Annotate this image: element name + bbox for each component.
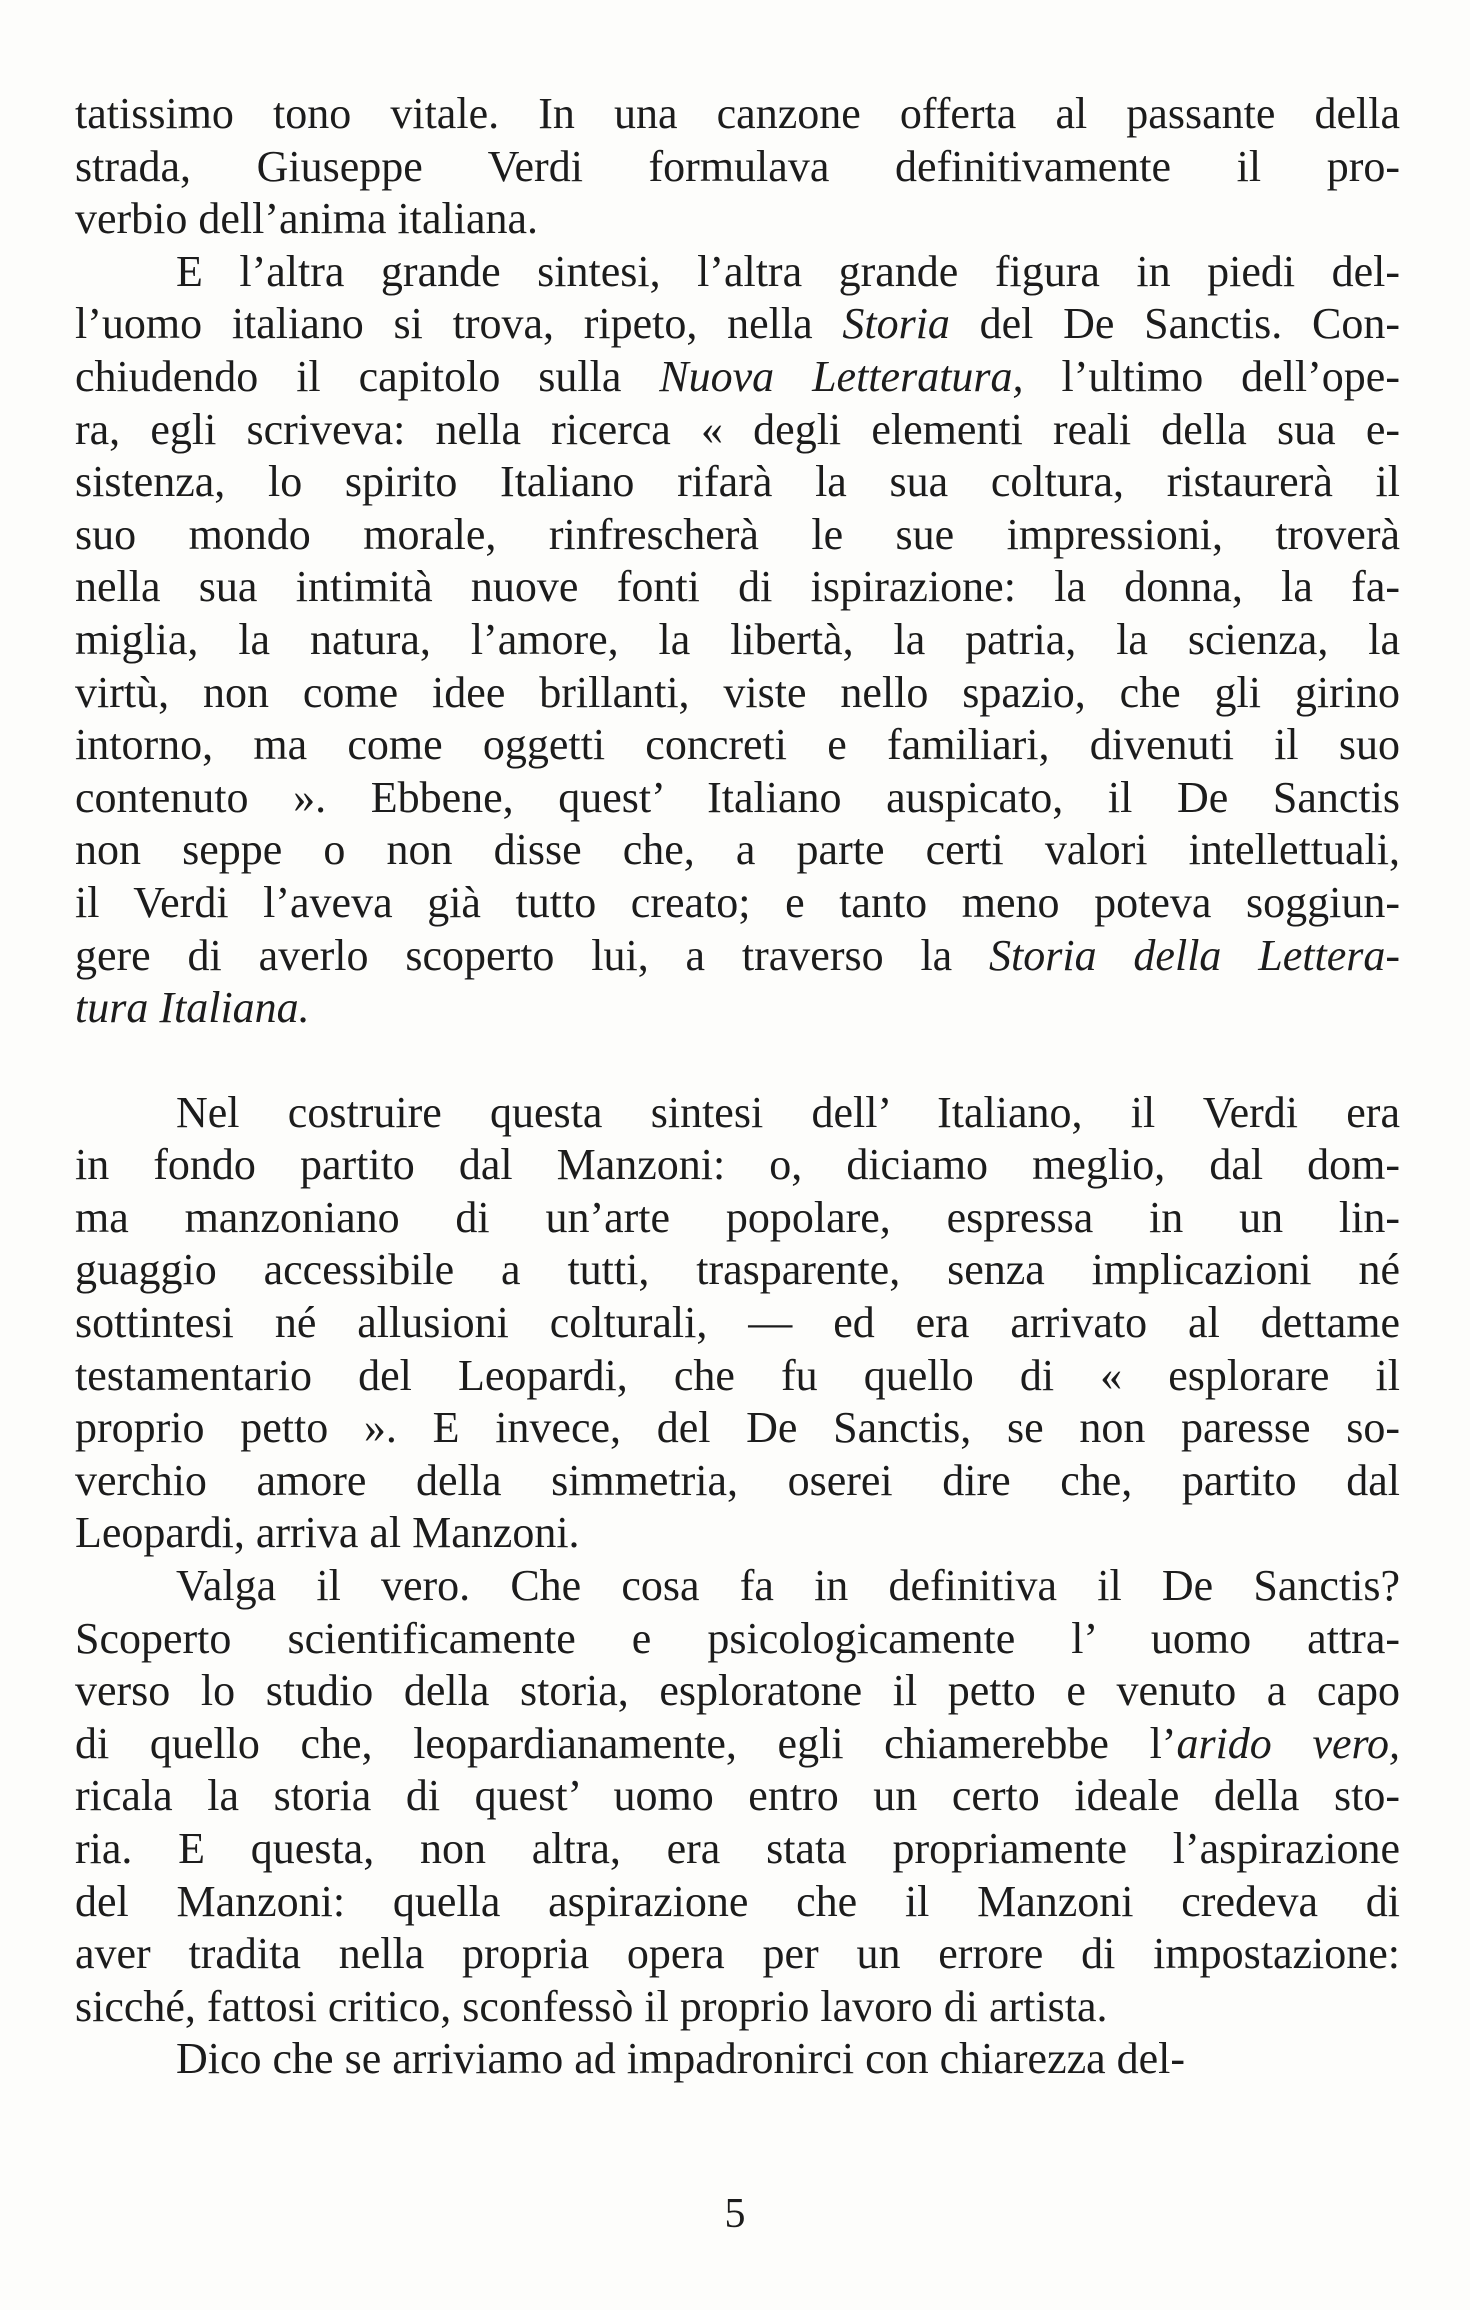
page-number: 5 bbox=[724, 2191, 746, 2237]
text-line: virtù, non come idee brillanti, viste nello spazio, che gli girino bbox=[75, 667, 1400, 717]
paragraph-gap bbox=[75, 1035, 1400, 1087]
text-line: Nel costruire questa sintesi dell’ Italiano, il Verdi era bbox=[176, 1087, 1400, 1137]
text-line: intorno, ma come oggetti concreti e familiari, divenuti il suo bbox=[75, 720, 1400, 770]
paragraph bbox=[75, 2033, 1400, 2086]
text-line: miglia, la natura, l’amore, la libertà, la patria, la scienza, la bbox=[75, 614, 1400, 664]
text-line: tura Italiana. bbox=[75, 983, 310, 1033]
text-line: Leopardi, arriva al Manzoni. bbox=[75, 1508, 580, 1558]
body-text bbox=[75, 88, 1400, 2086]
text-line: chiudendo il capitolo sulla Nuova Letteratura, l’ultimo dell’ope- bbox=[75, 351, 1400, 401]
text-line: testamentario del Leopardi, che fu quello di « esplorare il bbox=[75, 1350, 1400, 1400]
text-line: in fondo partito dal Manzoni: o, diciamo meglio, dal dom- bbox=[75, 1140, 1400, 1190]
text-line: aver tradita nella propria opera per un errore di impostazione: bbox=[75, 1929, 1400, 1979]
text-line: di quello che, leopardianamente, egli chiamerebbe l’arido vero, bbox=[75, 1718, 1400, 1768]
text-line: gere di averlo scoperto lui, a traverso la Storia della Lettera- bbox=[75, 930, 1400, 980]
text-line: l’uomo italiano si trova, ripeto, nella Storia del De Sanctis. Con- bbox=[75, 299, 1400, 349]
text-line: non seppe o non disse che, a parte certi valori intellettuali, bbox=[75, 825, 1400, 875]
paragraph bbox=[75, 88, 1400, 246]
text-line: tatissimo tono vitale. In una canzone offerta al passante della bbox=[75, 89, 1400, 138]
text-line: ra, egli scriveva: nella ricerca « degli elementi reali della sua e- bbox=[75, 404, 1400, 454]
paragraph bbox=[75, 1087, 1400, 1560]
paragraph bbox=[75, 246, 1400, 1035]
text-line: contenuto ». Ebbene, quest’ Italiano auspicato, il De Sanctis bbox=[75, 772, 1400, 822]
text-line: suo mondo morale, rinfrescherà le sue impressioni, troverà bbox=[75, 509, 1400, 559]
text-line: proprio petto ». E invece, del De Sanctis, se non paresse so- bbox=[75, 1403, 1400, 1453]
text-line: sottintesi né allusioni colturali, — ed era arrivato al dettame bbox=[75, 1298, 1400, 1348]
text-line: verchio amore della simmetria, oserei dire che, partito dal bbox=[75, 1455, 1400, 1505]
text-line: sicché, fattosi critico, sconfessò il proprio lavoro di artista. bbox=[75, 1981, 1108, 2031]
text-line: ricala la storia di quest’ uomo entro un certo ideale della sto- bbox=[75, 1771, 1400, 1821]
text-line: Valga il vero. Che cosa fa in definitiva il De Sanctis? bbox=[176, 1561, 1400, 1611]
text-line: E l’altra grande sintesi, l’altra grande figura in piedi del- bbox=[176, 246, 1400, 296]
text-line: Scoperto scientificamente e psicologicamente l’ uomo attra- bbox=[75, 1613, 1400, 1663]
paragraph bbox=[75, 1560, 1400, 2033]
text-line: del Manzoni: quella aspirazione che il Manzoni credeva di bbox=[75, 1876, 1400, 1926]
text-line: verbio dell’anima italiana. bbox=[75, 194, 539, 244]
text-line: Dico che se arriviamo ad impadronirci con chiarezza del- bbox=[176, 2034, 1186, 2084]
text-line: sistenza, lo spirito Italiano rifarà la sua coltura, ristaurerà il bbox=[75, 457, 1400, 507]
text-line: verso lo studio della storia, esploratone il petto e venuto a capo bbox=[75, 1666, 1400, 1716]
text-line: nella sua intimità nuove fonti di ispirazione: la donna, la fa- bbox=[75, 562, 1400, 612]
text-line: ma manzoniano di un’arte popolare, espressa in un lin- bbox=[75, 1192, 1400, 1242]
text-line: il Verdi l’aveva già tutto creato; e tanto meno poteva soggiun- bbox=[75, 877, 1400, 927]
text-line: guaggio accessibile a tutti, trasparente, senza implicazioni né bbox=[75, 1245, 1400, 1295]
text-line: ria. E questa, non altra, era stata propriamente l’aspirazione bbox=[75, 1824, 1400, 1873]
text-line: strada, Giuseppe Verdi formulava definitivamente il pro- bbox=[75, 141, 1400, 191]
